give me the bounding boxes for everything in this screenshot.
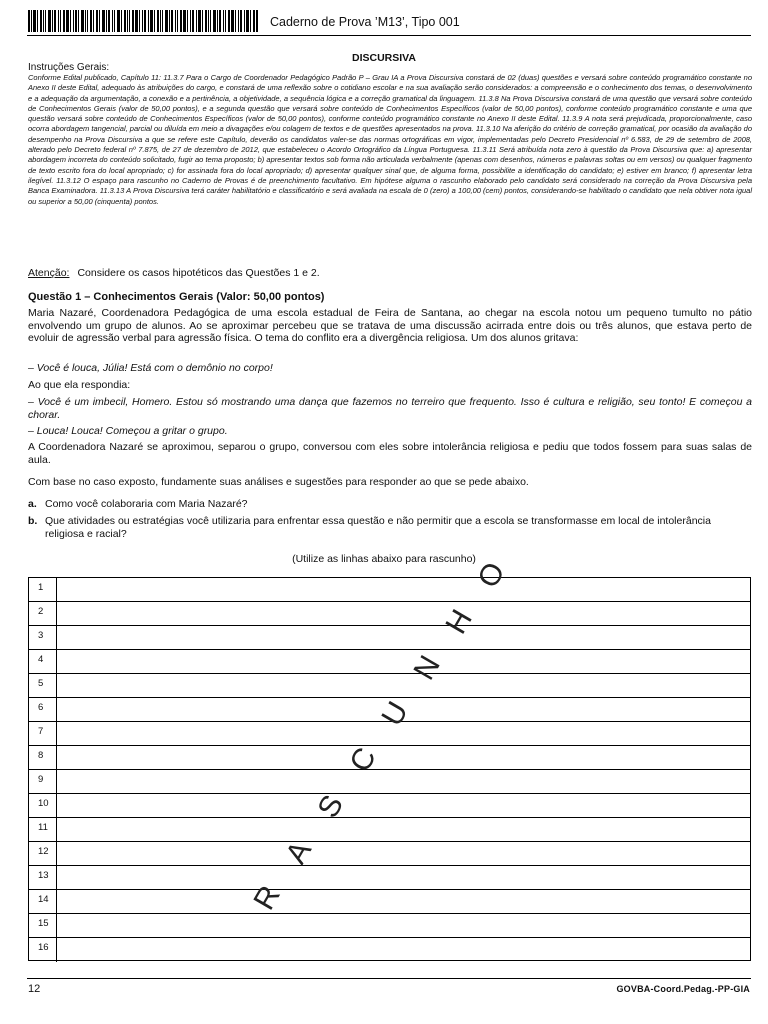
section-title: DISCURSIVA [352, 52, 416, 64]
draft-line[interactable] [29, 626, 750, 650]
barcode-image [28, 10, 258, 32]
draft-line[interactable] [29, 914, 750, 938]
line-number: 8 [29, 746, 57, 769]
attention-label: Atenção: [28, 267, 70, 279]
draft-line[interactable] [29, 578, 750, 602]
exam-code: GOVBA-Coord.Pedag.-PP-GIA [616, 984, 750, 994]
line-number: 14 [29, 890, 57, 913]
footer-divider [27, 978, 751, 979]
question-title: Questão 1 – Conhecimentos Gerais (Valor: 50,00 pontos) [28, 291, 325, 303]
question-item-b [28, 515, 752, 540]
line-number: 15 [29, 914, 57, 937]
item-letter: a. [28, 498, 37, 510]
draft-line[interactable] [29, 650, 750, 674]
draft-note: (Utilize as linhas abaixo para rascunho) [292, 553, 476, 565]
draft-line[interactable] [29, 722, 750, 746]
line-number: 10 [29, 794, 57, 817]
watermark-letter: O [471, 556, 512, 594]
watermark-letter: R [247, 880, 287, 916]
watermark-letter: N [407, 650, 447, 686]
line-number: 11 [29, 818, 57, 841]
line-number: 6 [29, 698, 57, 721]
question-quote-1: – Você é louca, Júlia! Está com o demônio no corpo! [28, 362, 273, 374]
line-number: 4 [29, 650, 57, 673]
watermark-letter: S [311, 789, 351, 824]
watermark-letter: U [375, 696, 415, 732]
draft-line[interactable] [29, 866, 750, 890]
watermark-letter: H [439, 604, 479, 640]
instructions-text: Conforme Edital publicado, Capítulo 11: 11.3.7 Para o Cargo de Coordenador Pedagógico Padrão P – Grau IA a Prova Discursiva constará de 02 (duas) questões e versará sobre conteúdo programático constante no Anexo II deste Edital, adequado às atribuições do cargo, e constará de uma reflexão sobre o cotidiano escolar e na sua avaliação serão considerados: a compreensão e o conhecimento dos temas, o desenvolvimento e a adequação da argumentação, a conexão e a pertinência, a objetividade, a sequência lógica e a correção gramatical da linguagem. 11.3.8 Na Prova Discursiva constará de uma questão que versará sobre conteúdo de Conhecimentos Gerais (valor de 50,00 pontos), e a segunda questão que versará sobre conteúdo de Conhecimentos Específicos (valor de 50,00 pontos), conforme conteúdo programático constante e uma que questão versará sobre conteúdo de Conhecimentos Específicos (valor de 50,00 pontos), conforme conteúdo programático constante no Anexo II deste Edital. 11.3.9 A nota será prejudicada, proporcionalmente, caso ocorra abordagem tangencial, parcial ou diluída em meio a divagações e/ou colagem de textos e de questões apresentados na prova. 11.3.10 Na aferição do critério de correção gramatical, por ocasião da avaliação do desempenho na Prova Discursiva a que se refere este Capítulo, deverão os candidatos valer-se das normas ortográficas em vigor, implementadas pelo Decreto Presidencial nº 6.583, de 29 de setembro de 2008, alterado pelo Decreto federal nº 7.875, de 27 de dezembro de 2012, que estabeleceu o Acordo Ortográfico da Língua Portuguesa. 11.3.11 Será atribuída nota zero à questão da Prova Discursiva que: a) apresentar abordagem incorreta do conteúdo solicitado, fugir ao tema proposto; b) apresentar textos sob forma não articulada verbalmente (apenas com desenhos, números e palavras soltas ou em versos) ou qualquer fragmento de texto escrito fora do local apropriado; c) for assinada fora do local apropriado; d) apresentar qualquer sinal que, de alguma forma, possibilite a identificação do candidato; e) estiver em branco; f) apresentar letra ilegível. 11.3.12 O espaço para rascunho no Caderno de Provas é de preenchimento facultativo. Em hipótese alguma o rascunho elaborado pelo candidato será considerado na correção da Prova Discursiva pela Banca Examinadora. 11.3.13 A Prova Discursiva terá caráter habilitatório e classificatório e será avaliada na escala de 0 (zero) a 100,00 (cem) pontos, considerando-se habilitado o candidato que nela obtiver nota igual ou superior a 50,00 (cinquenta) pontos. [28, 73, 752, 206]
draft-line[interactable] [29, 770, 750, 794]
draft-line[interactable] [29, 890, 750, 914]
watermark-letter: C [343, 742, 383, 778]
draft-line[interactable] [29, 674, 750, 698]
line-number: 1 [29, 578, 57, 601]
question-paragraph-2: Ao que ela respondia: [28, 379, 131, 391]
line-number: 2 [29, 602, 57, 625]
draft-line[interactable] [29, 602, 750, 626]
draft-line[interactable] [29, 842, 750, 866]
draft-line[interactable] [29, 746, 750, 770]
line-number: 3 [29, 626, 57, 649]
question-quote-2: – Você é um imbecil, Homero. Estou só mostrando uma dança que fazemos no terreiro que frequento. Isso é cultura e religião, seu tonto! E começou a chorar. [28, 396, 752, 421]
attention-note [28, 267, 320, 279]
line-number: 9 [29, 770, 57, 793]
page-number: 12 [28, 983, 41, 995]
watermark-letter: A [279, 835, 319, 870]
instructions-label: Instruções Gerais: [28, 62, 110, 73]
question-quote-3: – Louca! Louca! Começou a gritar o grupo. [28, 425, 228, 437]
line-number: 13 [29, 866, 57, 889]
draft-line[interactable] [29, 818, 750, 842]
line-number: 5 [29, 674, 57, 697]
question-paragraph-4: Com base no caso exposto, fundamente suas análises e sugestões para responder ao que se pede abaixo. [28, 476, 529, 488]
item-letter: b. [28, 515, 38, 527]
question-paragraph-1: Maria Nazaré, Coordenadora Pedagógica de uma escola estadual de Feira de Santana, ao chegar na escola notou um pequeno tumulto no pátio envolvendo um grupo de alunos. Ao se aproximar percebeu que se tratava de uma discussão acirrada entre dois ou três alunos, que estava perto de evoluir de agressão verbal para agressão física. O tema do conflito era a divergência religiosa. Um dos alunos gritava: [28, 307, 752, 344]
draft-line[interactable] [29, 938, 750, 962]
item-text: Como você colaboraria com Maria Nazaré? [45, 498, 248, 510]
line-number: 12 [29, 842, 57, 865]
booklet-title: Caderno de Prova ’M13’, Tipo 001 [270, 15, 460, 29]
question-item-a [28, 498, 752, 511]
item-text: Que atividades ou estratégias você utilizaria para enfrentar essa questão e não permitir que a escola se transformasse em local de intolerância religiosa e racial? [45, 515, 711, 540]
line-number: 16 [29, 938, 57, 962]
line-number: 7 [29, 722, 57, 745]
draft-line[interactable] [29, 698, 750, 722]
attention-text: Considere os casos hipotéticos das Questões 1 e 2. [77, 267, 320, 279]
header-divider [27, 35, 751, 36]
draft-lines-table [28, 577, 751, 961]
question-paragraph-3: A Coordenadora Nazaré se aproximou, separou o grupo, conversou com eles sobre intolerância religiosa e pediu que todos fossem para suas salas de aula. [28, 441, 752, 466]
draft-line[interactable] [29, 794, 750, 818]
